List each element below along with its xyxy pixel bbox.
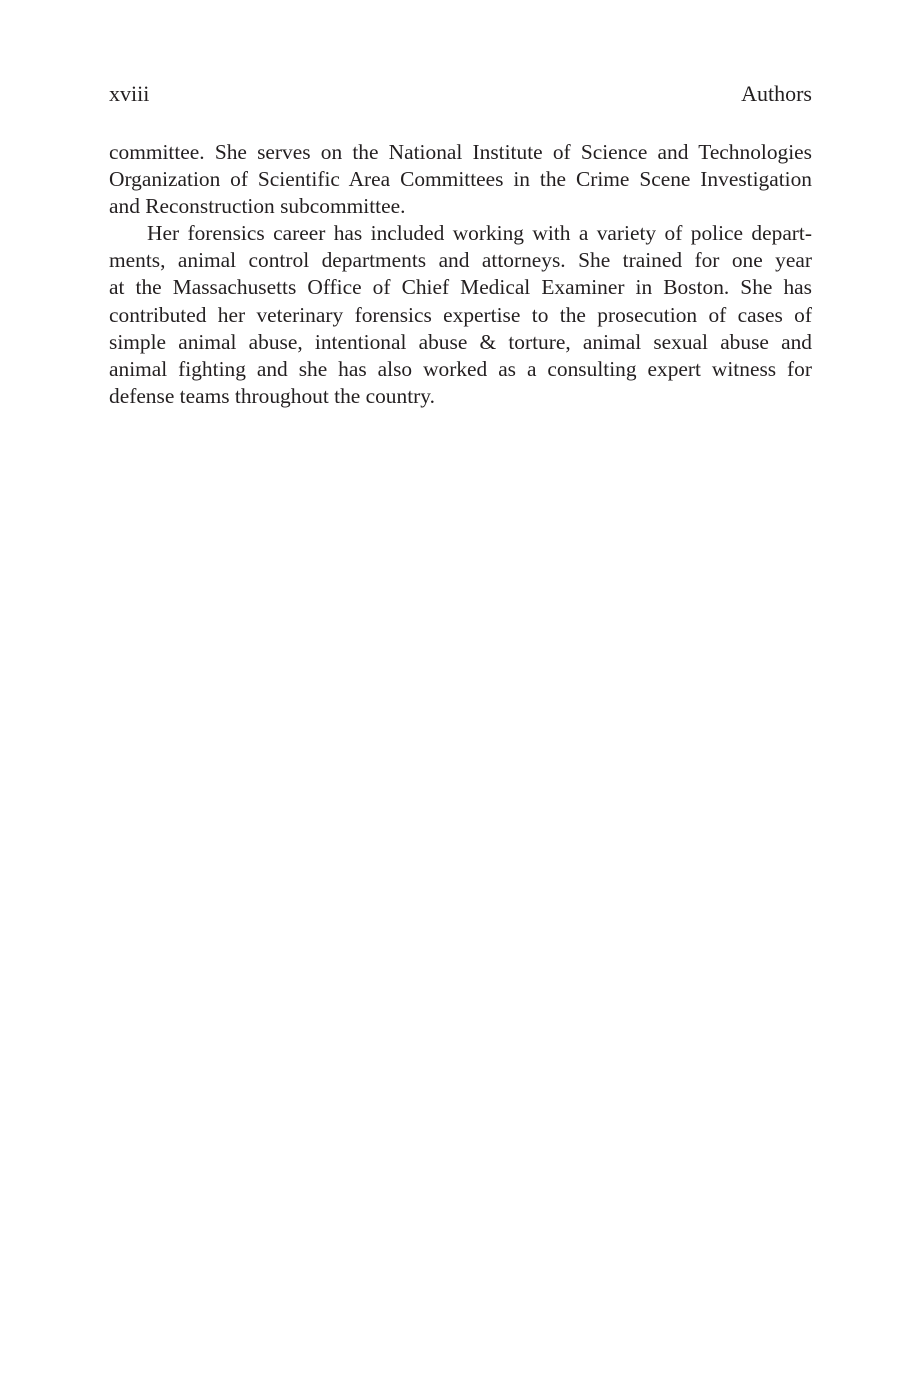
text-line: committee. She serves on the National Institute of Science and Technologies (109, 140, 812, 164)
running-head (109, 80, 812, 110)
text-line: contributed her veterinary forensics expertise to the prosecution of cases of (109, 302, 812, 327)
text-line: simple animal abuse, intentional abuse & torture, animal sexual abuse and (109, 329, 812, 354)
page-number: xviii (109, 81, 150, 106)
text-line: Her forensics career has included working with a variety of police depart- (147, 221, 812, 246)
text-line: at the Massachusetts Office of Chief Medical Examiner in Boston. She has (109, 275, 812, 300)
text-line: defense teams throughout the country. (109, 383, 435, 408)
body-text (109, 139, 812, 410)
text-line: animal fighting and she has also worked as a consulting expert witness for (109, 356, 812, 381)
section-title: Authors (741, 81, 812, 106)
paragraph-continued (109, 139, 812, 220)
text-line: ments, animal control departments and attorneys. She trained for one year (109, 248, 812, 273)
paragraph-forensics-career (109, 220, 812, 410)
text-line: Organization of Scientific Area Committees in the Crime Scene Investigation (109, 167, 812, 192)
text-line: and Reconstruction subcommittee. (109, 194, 406, 219)
